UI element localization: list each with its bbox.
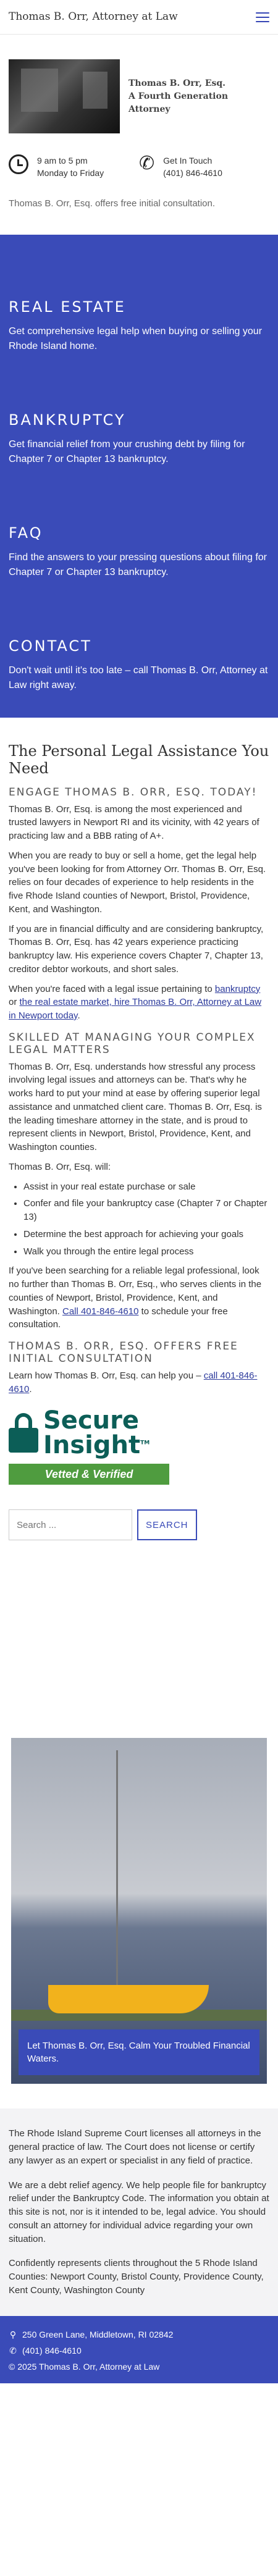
call-link[interactable]: call 401-846-4610 <box>9 1370 258 1395</box>
paragraph <box>9 983 269 1023</box>
clock-icon <box>9 154 28 174</box>
badge-word-insight-text: Insight <box>43 1431 141 1460</box>
paragraph: Thomas B. Orr, Esq. will: <box>9 1161 111 1172</box>
search-input[interactable] <box>9 1509 132 1540</box>
badge-verified-label: Vetted & Verified <box>9 1464 169 1485</box>
list-item: • Confer and file your bankruptcy case (Chapter 7 or Chapter 13) <box>23 1197 269 1224</box>
hero-subtitle: A Fourth Generation Attorney <box>128 91 229 114</box>
site-header <box>0 0 278 35</box>
disclaimer-text: The Rhode Island Supreme Court licenses all attorneys in the general practice of law. The Court does not license or certify any lawyer as an expert or specialist in any field of practice. <box>9 2128 261 2166</box>
paragraph: Thomas B. Orr, Esq. understands how stressful any process involving legal issues and attorneys can be. That's why he works hard to put your mind at ease by offering superior legal assistance and unmatched client care. Thomas B. Orr, Esq. is the leading timeshare attorney in the state, and is proud to represent clients in Newport, Bristol, Providence, Kent, and Washington counties. <box>9 1061 262 1153</box>
info-row <box>0 146 278 188</box>
hours-days: Monday to Friday <box>37 168 104 178</box>
service-text: Find the answers to your pressing questions about filing for Chapter 7 or Chapter 13 bankruptcy. <box>9 552 267 577</box>
badge-word-insight <box>43 1433 150 1458</box>
location-pin-icon: ⚲ <box>9 2329 17 2339</box>
phone-text[interactable]: (401) 846-4610 <box>22 2345 82 2356</box>
section-heading-skilled: SKILLED AT MANAGING YOUR COMPLEX LEGAL MATTERS <box>9 1031 256 1057</box>
boat-hull <box>48 1985 209 2013</box>
paragraph <box>9 1264 269 1332</box>
bankruptcy-link[interactable]: bankruptcy <box>214 983 261 994</box>
office-hours <box>9 154 139 180</box>
service-heading[interactable]: REAL ESTATE <box>9 298 126 316</box>
text-span: When you're faced with a legal issue pertaining to <box>9 983 215 994</box>
list-item: • Determine the best approach for achieving your goals <box>23 1228 269 1241</box>
service-text: Get comprehensive legal help when buying or selling your Rhode Island home. <box>9 326 263 352</box>
contact-phone[interactable]: (401) 846-4610 <box>163 168 222 178</box>
footer-address <box>9 2328 269 2341</box>
copyright-text: © 2025 Thomas B. Orr, Attorney at Law <box>9 2362 160 2372</box>
services-band <box>0 235 278 717</box>
badge-word-secure: Secure <box>43 1406 139 1435</box>
disclaimer-section <box>0 2108 278 2315</box>
main-content <box>0 718 278 1739</box>
contact-label: Get In Touch <box>163 156 213 166</box>
service-bankruptcy[interactable] <box>9 409 269 467</box>
text-span: If you've been searching for a reliable legal professional, look no further than Thomas B. Orr, Esq., who serves clients in the counties of Newport, Bristol, Providence, Kent, and Washington. <box>9 1265 262 1317</box>
service-heading[interactable]: BANKRUPTCY <box>9 411 126 429</box>
site-footer <box>0 2316 278 2383</box>
services-list <box>23 1180 269 1259</box>
paragraph: If you are in financial difficulty and are considering bankruptcy, Thomas B. Orr, Esq. has 42 years experience practicing bankruptcy law. His experience covers Chapter 7, Chapter 13, creditor debtor workouts, and short sales. <box>9 923 264 975</box>
service-heading[interactable]: FAQ <box>9 524 43 542</box>
hours-time: 9 am to 5 pm <box>37 156 88 166</box>
site-title-link[interactable]: Thomas B. Orr, Attorney at Law <box>9 10 178 23</box>
real-estate-link[interactable]: the real estate market, hire Thomas B. Orr, Attorney at Law in Newport today <box>9 997 262 1022</box>
image-caption: Let Thomas B. Orr, Esq. Calm Your Troubled Financial Waters. <box>19 2029 259 2075</box>
service-text: Get financial relief from your crushing debt by filing for Chapter 7 or Chapter 13 bankruptcy. <box>9 438 245 464</box>
hero-name: Thomas B. Orr, Esq. <box>128 78 226 88</box>
list-item: • Walk you through the entire legal process <box>23 1245 269 1259</box>
lock-icon <box>9 1413 38 1453</box>
page-title: The Personal Legal Assistance You Need <box>9 742 269 778</box>
contact-info[interactable] <box>139 154 269 180</box>
footer-copyright <box>9 2360 269 2373</box>
trademark: TM <box>140 1440 150 1446</box>
phone-icon: ✆ <box>139 153 155 174</box>
badge-logo <box>9 1406 169 1460</box>
secure-insight-badge[interactable] <box>9 1406 169 1485</box>
office-photo <box>9 59 120 133</box>
list-item: • Assist in your real estate purchase or sale <box>23 1180 269 1194</box>
text-span: to schedule your free consultation. <box>9 1306 228 1330</box>
boat-mast <box>116 1750 118 1997</box>
hero-tagline <box>120 77 269 116</box>
hero-section <box>0 35 278 146</box>
text-span: or <box>9 997 20 1008</box>
call-link[interactable]: Call 401-846-4610 <box>62 1306 139 1317</box>
paragraph: When you are ready to buy or sell a home, get the legal help you've been looking for from Attorney Orr. Thomas B. Orr, Esq. relies on four decades of experience to help residents in the five Rhode Island counties of Newport, Bristol, Providence, Kent, and Washington. <box>9 850 266 915</box>
paragraph <box>9 1369 269 1396</box>
hamburger-menu-icon[interactable] <box>256 12 269 22</box>
text-span: . <box>29 1383 32 1395</box>
service-text: Don't wait until it's too late – call Thomas B. Orr, Attorney at Law right away. <box>9 665 268 690</box>
address-text: 250 Green Lane, Middletown, RI 02842 <box>22 2329 174 2339</box>
paragraph: Thomas B. Orr, Esq. is among the most experienced and trusted lawyers in Newport RI and its vicinity, with 42 years of practicing law and a BBB rating of A+. <box>9 803 259 842</box>
service-real-estate[interactable] <box>9 296 269 354</box>
disclaimer-text: We are a debt relief agency. We help people file for bankruptcy relief under the Bankruptcy Code. The information you obtain at this site is not, nor is it intended to be, legal advice. You should consult an attorney for individual advice regarding your own situation. <box>9 2180 269 2244</box>
service-contact[interactable] <box>9 636 269 693</box>
text-span: . <box>77 1010 80 1022</box>
sailboat-image <box>11 1738 267 2084</box>
service-faq[interactable] <box>9 522 269 580</box>
section-heading-offers: THOMAS B. ORR, ESQ. OFFERS FREE INITIAL CONSULTATION <box>9 1340 238 1366</box>
search-form <box>9 1509 269 1540</box>
phone-icon: ✆ <box>9 2345 17 2356</box>
service-heading[interactable]: CONTACT <box>9 637 92 655</box>
footer-phone[interactable] <box>9 2344 269 2357</box>
section-heading-engage: ENGAGE THOMAS B. ORR, ESQ. TODAY! <box>9 786 258 799</box>
text-span: Learn how Thomas B. Orr, Esq. can help you – <box>9 1370 204 1381</box>
badge-wordmark <box>43 1408 150 1458</box>
search-button[interactable]: SEARCH <box>137 1509 197 1540</box>
consultation-note: Thomas B. Orr, Esq. offers free initial consultation. <box>9 198 216 209</box>
disclaimer-text: Confidently represents clients throughout the 5 Rhode Island Counties: Newport County, Bristol County, Providence County, Kent County, Washington County <box>9 2258 264 2296</box>
